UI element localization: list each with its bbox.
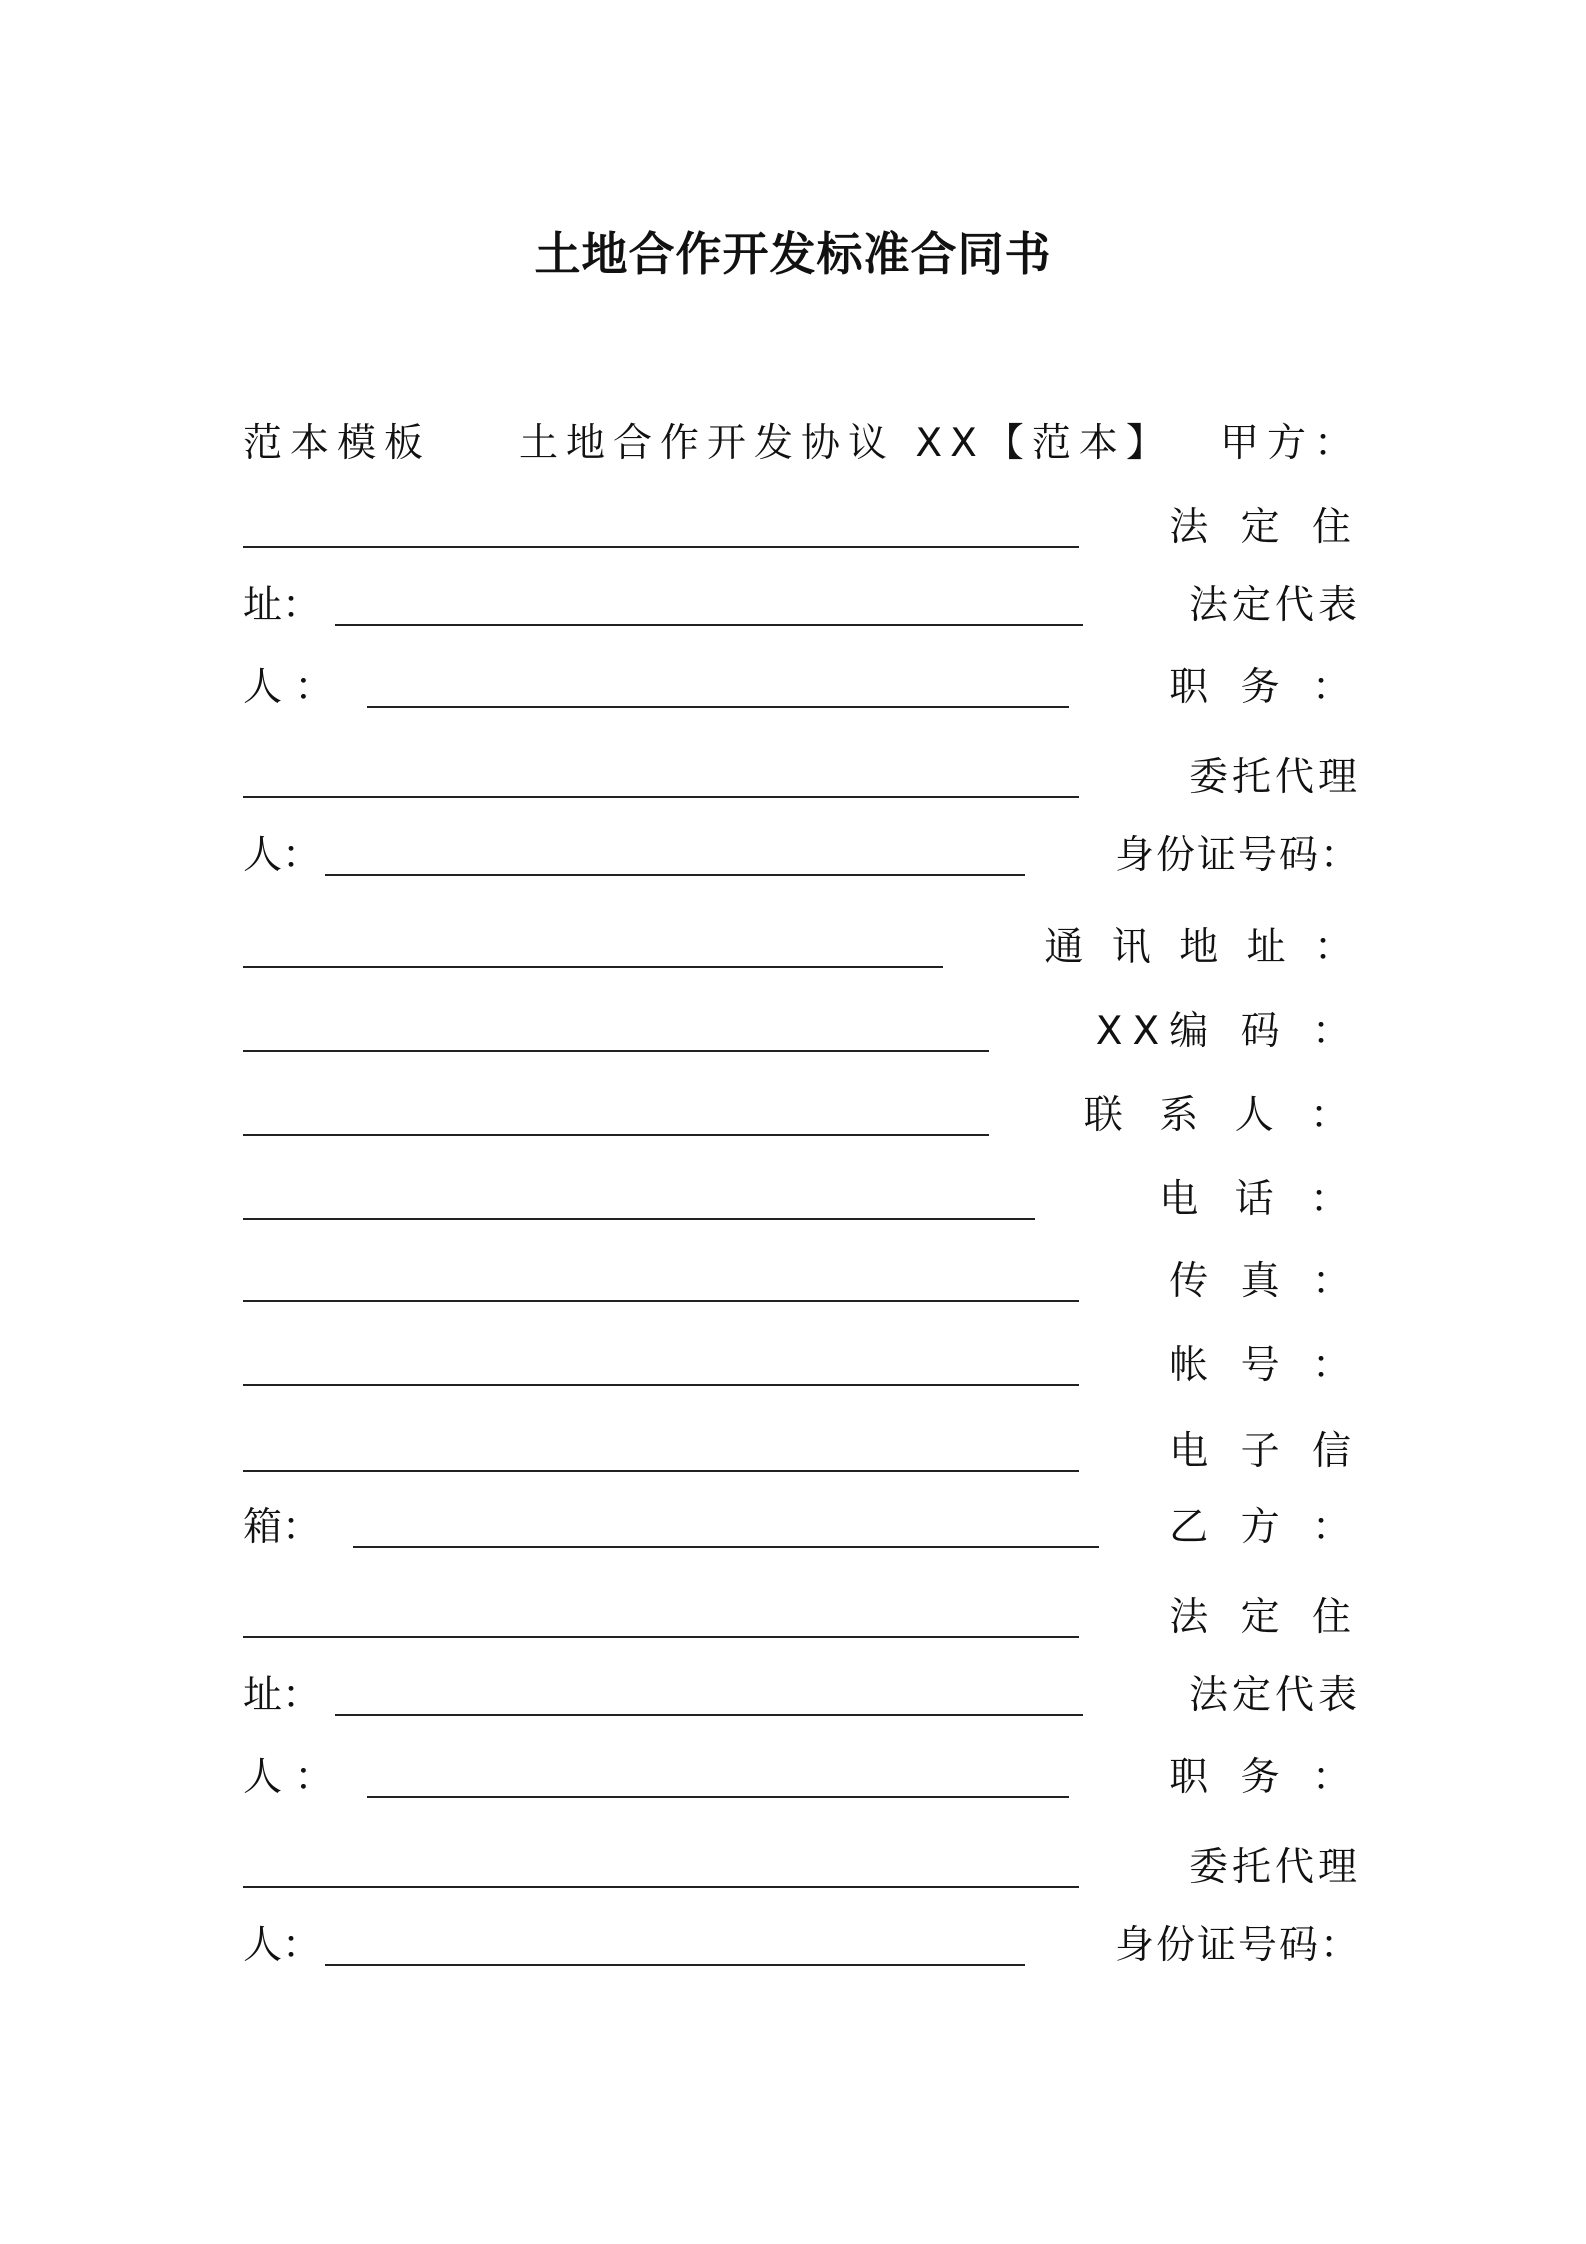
form-line: [243, 1590, 1361, 1646]
field-label: 法 定 住: [1169, 505, 1361, 550]
field-label: 电 话 ：: [1159, 1177, 1361, 1222]
field-label: 法定代表: [1188, 1673, 1361, 1718]
line-head: 址：: [243, 1673, 322, 1718]
template-label: 范本模板: [243, 421, 432, 466]
line-head: 人：: [243, 833, 322, 878]
page-title: 土地合作开发标准合同书: [534, 227, 1052, 281]
intro-line: [243, 412, 1361, 468]
form-line: [243, 1004, 1361, 1060]
field-label: 身份证号码：: [1114, 1923, 1361, 1968]
form-line: [243, 750, 1361, 806]
field-label: 乙 方 ：: [1169, 1505, 1361, 1550]
line-head: 人 ：: [243, 1755, 334, 1800]
line-head: 人 ：: [243, 665, 334, 710]
form-line: [243, 660, 1361, 716]
fill-in-blank[interactable]: [243, 1636, 1079, 1638]
field-label: 传 真 ：: [1169, 1259, 1361, 1304]
form-line: [243, 1424, 1361, 1480]
fill-in-blank[interactable]: [243, 966, 943, 968]
fill-in-blank[interactable]: [325, 1964, 1025, 1966]
form-line: [243, 828, 1361, 884]
form-line: [243, 1500, 1361, 1556]
fill-in-blank[interactable]: [243, 1134, 989, 1136]
field-label: 联 系 人 ：: [1083, 1093, 1361, 1138]
fill-in-blank[interactable]: [353, 1546, 1099, 1548]
form-line: [243, 920, 1361, 976]
line-head: 址：: [243, 583, 322, 628]
form-line: [243, 500, 1361, 556]
fill-in-blank[interactable]: [325, 874, 1025, 876]
line-head: 人：: [243, 1923, 322, 1968]
field-label: 身份证号码：: [1114, 833, 1361, 878]
field-label: 委托代理: [1188, 755, 1361, 800]
fill-in-blank[interactable]: [367, 706, 1069, 708]
fill-in-blank[interactable]: [243, 1050, 989, 1052]
field-label: 电 子 信: [1169, 1429, 1361, 1474]
form-line: [243, 578, 1361, 634]
line-head: 箱：: [243, 1505, 322, 1550]
field-label: 法 定 住: [1169, 1595, 1361, 1640]
fill-in-blank[interactable]: [243, 546, 1079, 548]
form-line: [243, 1172, 1361, 1228]
fill-in-blank[interactable]: [335, 1714, 1083, 1716]
fill-in-blank[interactable]: [367, 1796, 1069, 1798]
fill-in-blank[interactable]: [335, 624, 1083, 626]
form-line: [243, 1088, 1361, 1144]
fill-in-blank[interactable]: [243, 1218, 1035, 1220]
party-a-label: 甲方：: [1219, 421, 1361, 466]
fill-in-blank[interactable]: [243, 1886, 1079, 1888]
form-line: [243, 1254, 1361, 1310]
fill-in-blank[interactable]: [243, 1300, 1079, 1302]
field-label: XX编 码 ：: [1095, 1009, 1361, 1054]
form-line: [243, 1668, 1361, 1724]
field-label: 职 务 ：: [1169, 1755, 1361, 1800]
form-line: [243, 1750, 1361, 1806]
form-line: [243, 1338, 1361, 1394]
fill-in-blank[interactable]: [243, 1384, 1079, 1386]
form-line: [243, 1840, 1361, 1896]
field-label: 帐 号 ：: [1169, 1343, 1361, 1388]
form-line: [243, 1918, 1361, 1974]
field-label: 职 务 ：: [1169, 665, 1361, 710]
field-label: 通 讯 地 址 ：: [1044, 925, 1361, 970]
field-label: 委托代理: [1188, 1845, 1361, 1890]
agreement-subtitle: 土地合作开发协议 XX【范本】: [519, 421, 1173, 466]
fill-in-blank[interactable]: [243, 796, 1079, 798]
fill-in-blank[interactable]: [243, 1470, 1079, 1472]
field-label: 法定代表: [1188, 583, 1361, 628]
